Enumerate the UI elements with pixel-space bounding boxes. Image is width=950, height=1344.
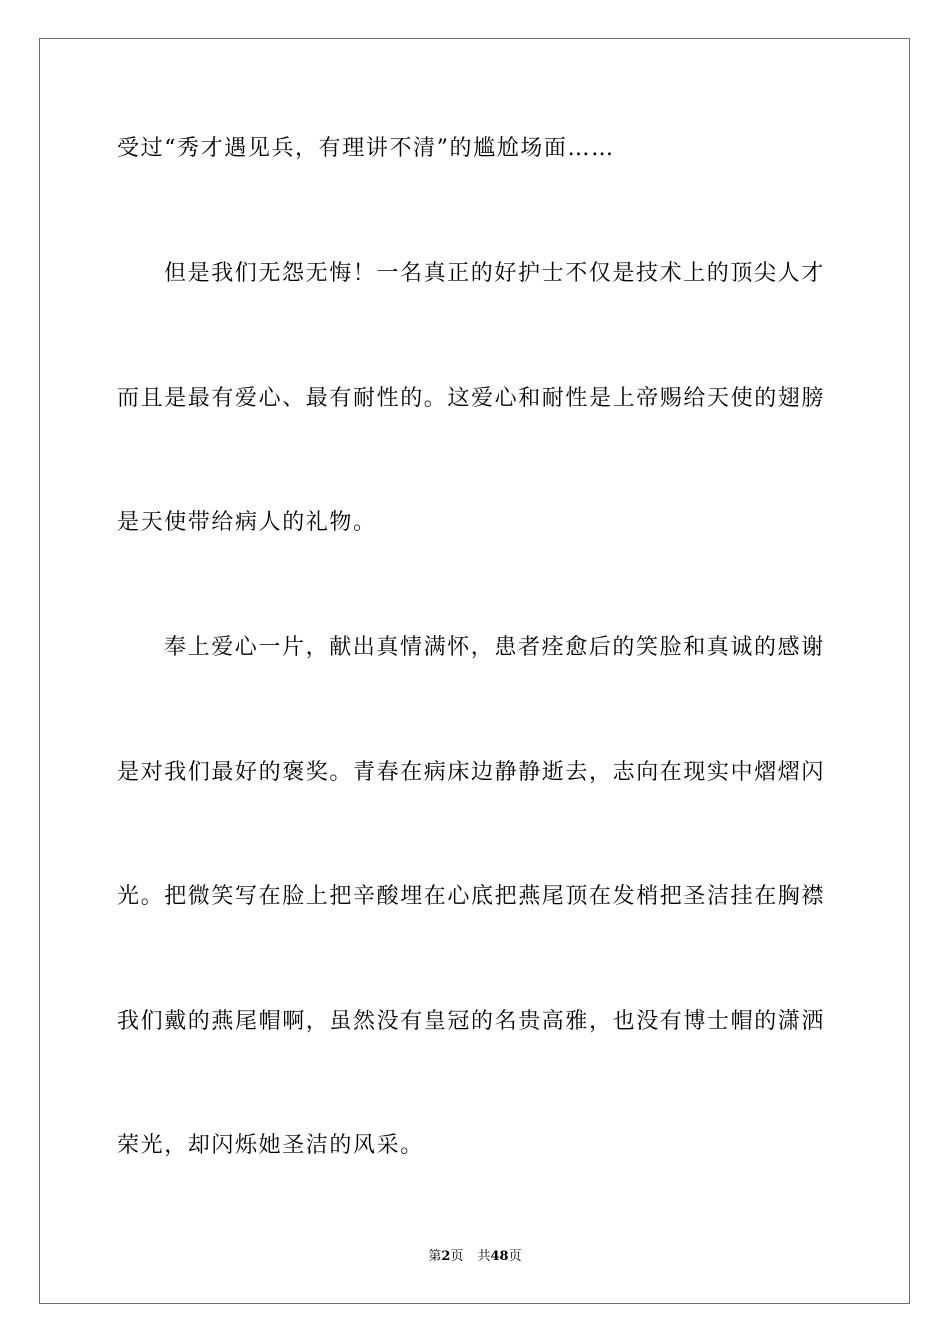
paragraph-line-5: 奉上爱心一片，献出真情满怀，患者痊愈后的笑脸和真诚的感谢 — [164, 635, 825, 660]
paragraph-line-7: 光。把微笑写在脸上把辛酸埋在心底把燕尾顶在发梢把圣洁挂在胸襟 — [117, 884, 826, 909]
page-suffix: 页 — [450, 1249, 464, 1264]
page-prefix: 第 — [428, 1249, 442, 1264]
paragraph-line-8: 我们戴的燕尾帽啊，虽然没有皇冠的名贵高雅，也没有博士帽的潇洒 — [117, 1009, 826, 1034]
page-border — [39, 38, 910, 1304]
paragraph-line-4: 是天使带给病人的礼物。 — [117, 510, 377, 535]
paragraph-line-2: 但是我们无怨无悔！一名真正的好护士不仅是技术上的顶尖人才 — [164, 261, 825, 286]
paragraph-line-9: 荣光，却闪烁她圣洁的风采。 — [117, 1133, 424, 1158]
paragraph-line-6: 是对我们最好的褒奖。青春在病床边静静逝去，志向在现实中熠熠闪 — [117, 760, 826, 785]
paragraph-line-3: 而且是最有爱心、最有耐性的。这爱心和耐性是上帝赐给天使的翅膀 — [117, 386, 826, 411]
paragraph-line-1: 受过“秀才遇见兵，有理讲不清”的尴尬场面…… — [117, 136, 615, 161]
page-footer — [0, 1248, 950, 1266]
total-suffix: 页 — [508, 1249, 522, 1264]
total-pages: 48 — [490, 1249, 509, 1264]
total-prefix: 共 — [477, 1249, 491, 1264]
page-number: 2 — [441, 1249, 451, 1264]
